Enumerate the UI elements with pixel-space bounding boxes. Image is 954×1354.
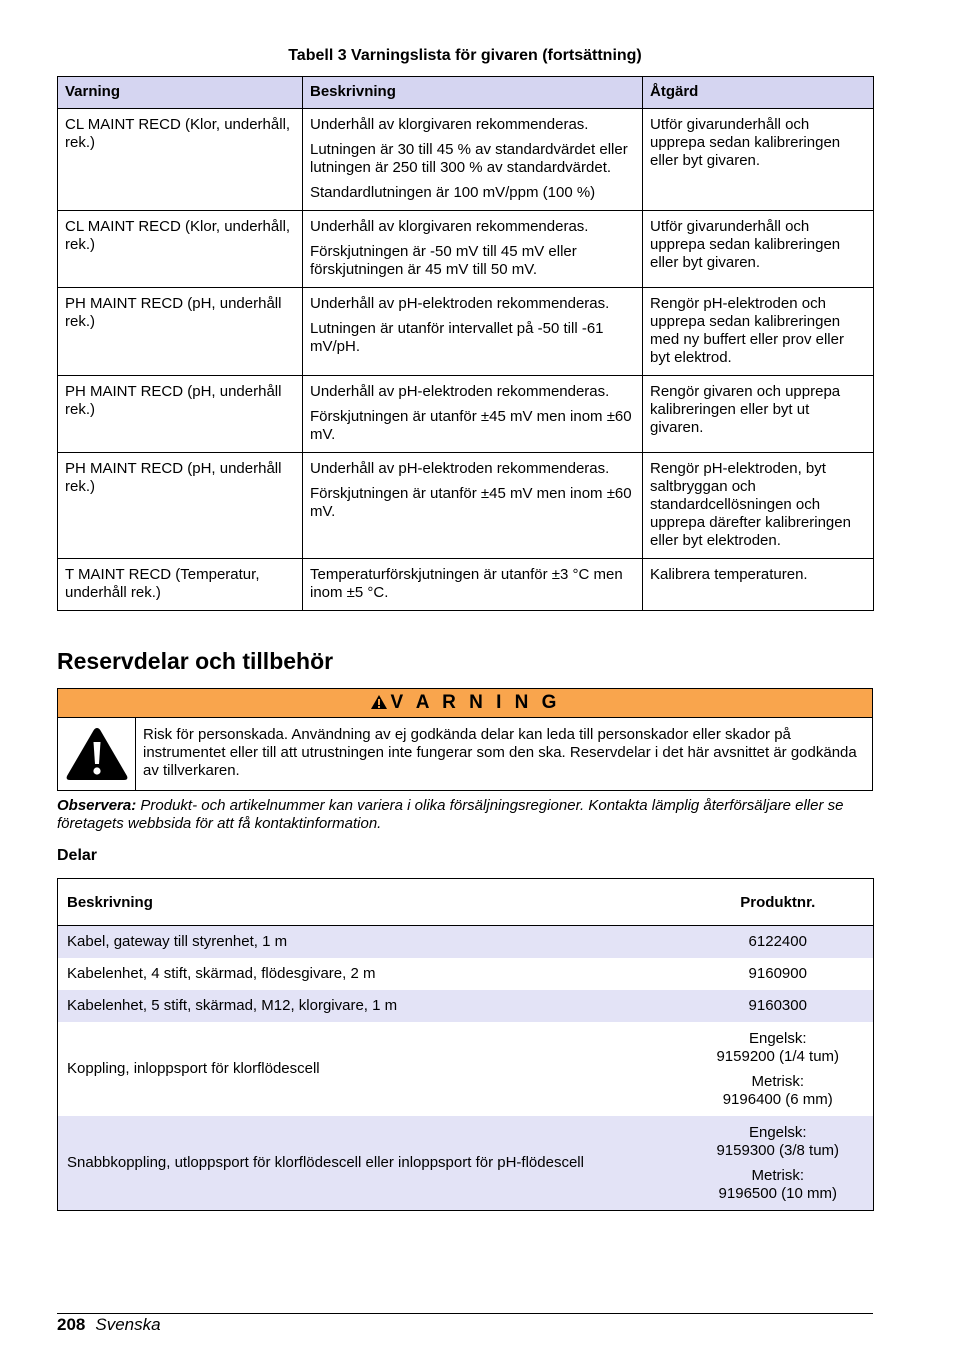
part-description: Koppling, inloppsport för klorflödescell [67, 1060, 320, 1077]
warning-cell: PH MAINT RECD (pH, underhåll rek.) [58, 453, 303, 559]
warning-cell: T MAINT RECD (Temperatur, underhåll rek.) [58, 559, 303, 611]
table-row [58, 376, 874, 453]
part-description: Kabel, gateway till styrenhet, 1 m [58, 926, 683, 959]
column-header-product-number: Produktnr. [683, 879, 874, 926]
warning-triangle-icon [58, 718, 136, 790]
description-line: Underhåll av klorgivaren rekommenderas. [310, 218, 589, 235]
description-line: Underhåll av pH-elektroden rekommenderas. [310, 295, 610, 312]
warning-box-text: Risk för personskada. Användning av ej godkända delar kan leda till personskador eller skador på instrumentet eller till att utrustningen inte fungerar som den ska. Reservdelar i det här avsnittet är godkända av tillverkaren. [143, 726, 857, 779]
description-line: Förskjutningen är utanför ±45 mV men inom ±60 mV. [310, 408, 632, 443]
warning-triangle-small-icon [370, 694, 388, 710]
part-number-cell [683, 1022, 874, 1116]
action-cell: Rengör pH-elektroden, byt saltbryggan och standardcellösningen och upprepa därefter kalibreringen eller byt elektroden. [643, 453, 874, 559]
warning-box-header [58, 689, 872, 718]
table-row [58, 958, 874, 990]
warning-cell: PH MAINT RECD (pH, underhåll rek.) [58, 376, 303, 453]
column-header-action: Åtgärd [643, 77, 874, 109]
description-cell [303, 109, 643, 211]
description-cell [303, 376, 643, 453]
table-row [58, 926, 874, 959]
part-number-english: Engelsk: 9159200 (1/4 tum) [716, 1029, 840, 1065]
part-number-metric: Metrisk: 9196500 (10 mm) [718, 1166, 837, 1202]
action-cell: Rengör givaren och upprepa kalibreringen eller byt ut givaren. [643, 376, 874, 453]
warning-list-table [57, 76, 874, 611]
column-header-description: Beskrivning [303, 77, 643, 109]
table-row [58, 211, 874, 288]
description-cell [303, 288, 643, 376]
column-header-description: Beskrivning [58, 879, 683, 926]
part-number-english: Engelsk: 9159300 (3/8 tum) [716, 1123, 840, 1159]
part-number: 9160900 [748, 965, 807, 982]
table-row [58, 1022, 874, 1116]
column-header-warning: Varning [58, 77, 303, 109]
part-description: Kabelenhet, 4 stift, skärmad, flödesgivare, 2 m [67, 965, 376, 982]
table-row [58, 109, 874, 211]
note-label: Observera: [57, 797, 137, 814]
table-row [58, 288, 874, 376]
part-description: Snabbkoppling, utloppsport för klorflödescell eller inloppsport för pH-flödescell [58, 1116, 683, 1211]
table-row [58, 1116, 874, 1211]
footer-language: Svenska [95, 1315, 161, 1334]
part-number-cell [683, 1116, 874, 1211]
description-cell [303, 559, 643, 611]
description-cell [303, 453, 643, 559]
parts-heading: Delar [57, 847, 98, 864]
warning-box [57, 688, 873, 791]
action-cell: Rengör pH-elektroden och upprepa sedan kalibreringen med ny buffert eller prov eller byt elektrod. [643, 288, 874, 376]
note-text: Produkt- och artikelnummer kan variera i olika försäljningsregioner. Kontakta lämplig återförsäljare eller se företagets webbsida för att få kontaktinformation. [57, 797, 844, 832]
section-title: Reservdelar och tillbehör [57, 648, 334, 674]
note [57, 797, 877, 833]
part-description: Kabelenhet, 5 stift, skärmad, M12, klorgivare, 1 m [58, 990, 683, 1022]
description-line: Standardlutningen är 100 mV/ppm (100 %) [310, 184, 596, 201]
table-row [58, 559, 874, 611]
description-line: Förskjutningen är -50 mV till 45 mV eller förskjutningen är 45 mV till 50 mV. [310, 243, 577, 278]
warning-box-title: V A R N I N G [390, 692, 561, 713]
action-cell: Utför givarunderhåll och upprepa sedan kalibreringen eller byt givaren. [643, 109, 874, 211]
table-caption: Tabell 3 Varningslista för givaren (fortsättning) [288, 47, 642, 64]
page-footer [57, 1313, 873, 1335]
description-line: Underhåll av klorgivaren rekommenderas. [310, 116, 589, 133]
page-number: 208 [57, 1315, 86, 1334]
table-row [58, 990, 874, 1022]
part-number: 9160300 [683, 990, 874, 1022]
description-line: Förskjutningen är utanför ±45 mV men inom ±60 mV. [310, 485, 632, 520]
description-line: Temperaturförskjutningen är utanför ±3 °C men inom ±5 °C. [310, 566, 623, 601]
description-line: Lutningen är utanför intervallet på -50 till -61 mV/pH. [310, 320, 604, 355]
table-header-row [58, 77, 874, 109]
action-cell: Utför givarunderhåll och upprepa sedan kalibreringen eller byt givaren. [643, 211, 874, 288]
table-row [58, 453, 874, 559]
warning-cell: PH MAINT RECD (pH, underhåll rek.) [58, 288, 303, 376]
part-number: 6122400 [683, 926, 874, 959]
action-cell: Kalibrera temperaturen. [643, 559, 874, 611]
description-cell [303, 211, 643, 288]
description-line: Lutningen är 30 till 45 % av standardvärdet eller lutningen är 250 till 300 % av standardvärdet. [310, 141, 628, 176]
description-line: Underhåll av pH-elektroden rekommenderas. [310, 383, 610, 400]
description-line: Underhåll av pH-elektroden rekommenderas. [310, 460, 610, 477]
warning-cell: CL MAINT RECD (Klor, underhåll, rek.) [58, 211, 303, 288]
table-header-row [58, 879, 874, 926]
part-number-metric: Metrisk: 9196400 (6 mm) [722, 1072, 833, 1108]
warning-cell: CL MAINT RECD (Klor, underhåll, rek.) [58, 109, 303, 211]
parts-table [57, 878, 874, 1211]
